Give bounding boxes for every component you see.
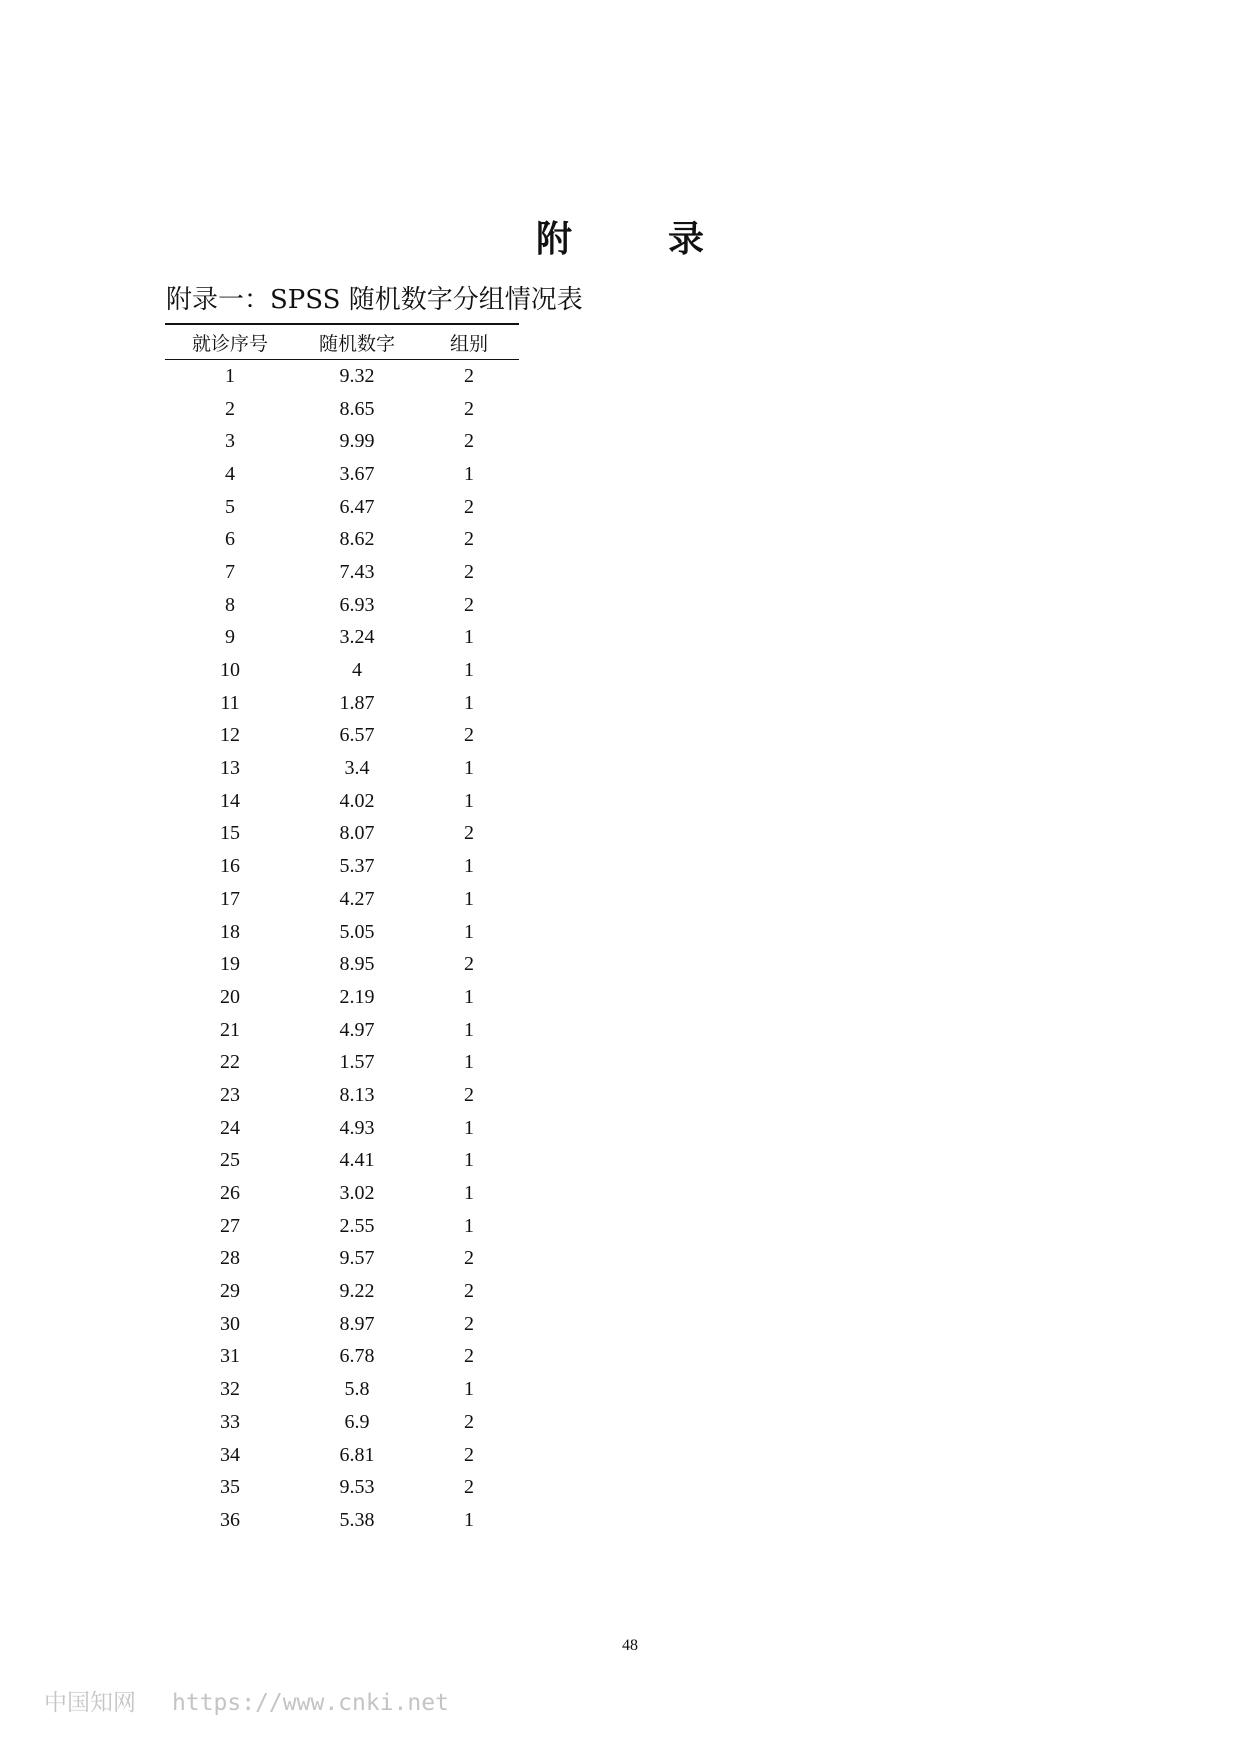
cell-random-number: 8.07 [339, 822, 375, 845]
header-random-number: 随机数字 [318, 332, 395, 355]
table-row [165, 393, 519, 426]
cell-random-number: 9.32 [339, 364, 375, 387]
cell-group: 1 [464, 855, 474, 878]
cell-group: 1 [464, 1149, 474, 1172]
cell-random-number: 8.62 [339, 528, 375, 551]
table-row [165, 1275, 519, 1308]
table-row [165, 850, 519, 883]
cell-group: 2 [464, 724, 474, 747]
table-row [165, 1112, 519, 1145]
cell-visit-number: 1 [225, 364, 235, 387]
cell-random-number: 9.57 [339, 1247, 375, 1270]
cell-visit-number: 17 [220, 887, 240, 910]
cell-random-number: 4.97 [339, 1018, 375, 1041]
cell-random-number: 5.38 [339, 1508, 375, 1531]
cell-group: 1 [464, 462, 474, 485]
table-row [165, 360, 519, 393]
cell-group: 1 [464, 1508, 474, 1531]
cell-visit-number: 31 [220, 1345, 240, 1368]
cell-visit-number: 24 [220, 1116, 240, 1139]
cell-random-number: 6.9 [344, 1410, 370, 1433]
table-body [165, 360, 519, 1537]
cell-group: 1 [464, 887, 474, 910]
table-row [165, 1439, 519, 1472]
cell-visit-number: 18 [220, 920, 240, 943]
table-row [165, 948, 519, 981]
cell-group: 2 [464, 397, 474, 420]
cell-visit-number: 32 [220, 1378, 240, 1401]
table-row [165, 556, 519, 589]
cell-group: 2 [464, 593, 474, 616]
cell-visit-number: 2 [225, 397, 235, 420]
header-visit-number: 就诊序号 [191, 332, 268, 355]
table-row [165, 654, 519, 687]
cell-visit-number: 4 [225, 462, 235, 485]
cell-visit-number: 5 [225, 495, 235, 518]
table-row [165, 1341, 519, 1374]
cell-group: 1 [464, 757, 474, 780]
table-row [165, 1373, 519, 1406]
cell-group: 1 [464, 1214, 474, 1237]
table-row [165, 425, 519, 458]
cell-group: 1 [464, 1116, 474, 1139]
watermark-brand: 中国知网 [44, 1690, 136, 1716]
cell-group: 1 [464, 626, 474, 649]
cell-group: 1 [464, 1018, 474, 1041]
cell-visit-number: 8 [225, 593, 235, 616]
cell-random-number: 1.87 [339, 691, 375, 714]
cell-random-number: 3.02 [339, 1182, 375, 1205]
cell-visit-number: 28 [220, 1247, 240, 1270]
cell-group: 2 [464, 560, 474, 583]
cell-random-number: 3.67 [339, 462, 375, 485]
cell-random-number: 5.37 [339, 855, 375, 878]
cell-visit-number: 36 [220, 1508, 240, 1531]
table-row [165, 622, 519, 655]
cell-visit-number: 29 [220, 1280, 240, 1303]
header-group: 组别 [449, 332, 488, 355]
cell-random-number: 3.4 [344, 757, 370, 780]
table-row [165, 589, 519, 622]
table-row [165, 458, 519, 491]
cell-group: 1 [464, 920, 474, 943]
cell-visit-number: 3 [225, 430, 235, 453]
cell-group: 2 [464, 953, 474, 976]
cell-visit-number: 33 [220, 1410, 240, 1433]
cell-random-number: 6.78 [339, 1345, 375, 1368]
random-grouping-table [165, 323, 519, 1537]
cell-random-number: 8.65 [339, 397, 375, 420]
cell-visit-number: 16 [220, 855, 240, 878]
cell-visit-number: 12 [220, 724, 240, 747]
table-row [165, 720, 519, 753]
table-row [165, 1145, 519, 1178]
cell-group: 2 [464, 822, 474, 845]
cell-random-number: 8.13 [339, 1083, 375, 1106]
cell-visit-number: 6 [225, 528, 235, 551]
cell-visit-number: 14 [220, 789, 240, 812]
cell-visit-number: 23 [220, 1083, 240, 1106]
cell-visit-number: 27 [220, 1214, 240, 1237]
cell-visit-number: 21 [220, 1018, 240, 1041]
cell-random-number: 5.8 [344, 1378, 370, 1401]
cell-group: 2 [464, 528, 474, 551]
cell-random-number: 3.24 [339, 626, 375, 649]
table-row [165, 491, 519, 524]
cell-random-number: 2.55 [339, 1214, 375, 1237]
cell-group: 2 [464, 364, 474, 387]
cell-random-number: 6.47 [339, 495, 375, 518]
cell-group: 2 [464, 1476, 474, 1499]
cell-group: 2 [464, 1280, 474, 1303]
cell-group: 2 [464, 495, 474, 518]
cell-group: 1 [464, 985, 474, 1008]
cell-random-number: 4.02 [339, 789, 375, 812]
cell-random-number: 4 [352, 659, 362, 682]
cell-group: 1 [464, 1182, 474, 1205]
cell-group: 1 [464, 1378, 474, 1401]
cell-group: 1 [464, 789, 474, 812]
table-row [165, 523, 519, 556]
cell-random-number: 4.93 [339, 1116, 375, 1139]
table-row [165, 1308, 519, 1341]
cell-group: 2 [464, 1410, 474, 1433]
cell-group: 2 [464, 1247, 474, 1270]
table-row [165, 1014, 519, 1047]
cell-visit-number: 26 [220, 1182, 240, 1205]
page-title: 附 录 [535, 219, 734, 260]
cell-random-number: 1.57 [339, 1051, 375, 1074]
cell-group: 2 [464, 1312, 474, 1335]
watermark-url: https://www.cnki.net [172, 1690, 449, 1716]
table-row [165, 818, 519, 851]
cell-visit-number: 7 [225, 560, 235, 583]
table-row [165, 981, 519, 1014]
cell-visit-number: 19 [220, 953, 240, 976]
table-row [165, 1406, 519, 1439]
cell-random-number: 9.99 [339, 430, 375, 453]
cell-random-number: 7.43 [339, 560, 375, 583]
table-row [165, 687, 519, 720]
cell-random-number: 9.22 [339, 1280, 375, 1303]
cell-group: 2 [464, 430, 474, 453]
cell-group: 2 [464, 1443, 474, 1466]
table-header-row [165, 324, 519, 360]
cell-group: 1 [464, 659, 474, 682]
cell-visit-number: 11 [220, 691, 240, 714]
cell-random-number: 8.95 [339, 953, 375, 976]
table-row [165, 1046, 519, 1079]
cell-random-number: 5.05 [339, 920, 375, 943]
cell-random-number: 9.53 [339, 1476, 375, 1499]
cell-random-number: 6.57 [339, 724, 375, 747]
cell-random-number: 6.81 [339, 1443, 375, 1466]
cell-visit-number: 35 [220, 1476, 240, 1499]
table-row [165, 1177, 519, 1210]
table-row [165, 1471, 519, 1504]
page-number: 48 [622, 1637, 638, 1654]
table-row [165, 883, 519, 916]
cell-random-number: 4.27 [339, 887, 375, 910]
cell-visit-number: 10 [220, 659, 240, 682]
cell-random-number: 6.93 [339, 593, 375, 616]
cnki-watermark [44, 1689, 449, 1717]
cell-visit-number: 9 [225, 626, 235, 649]
cell-random-number: 2.19 [339, 985, 375, 1008]
table-row [165, 1079, 519, 1112]
cell-group: 1 [464, 1051, 474, 1074]
cell-group: 2 [464, 1083, 474, 1106]
table-row [165, 916, 519, 949]
table-row [165, 1504, 519, 1537]
cell-visit-number: 22 [220, 1051, 240, 1074]
cell-random-number: 8.97 [339, 1312, 375, 1335]
cell-group: 1 [464, 691, 474, 714]
cell-visit-number: 13 [220, 757, 240, 780]
cell-random-number: 4.41 [339, 1149, 375, 1172]
cell-visit-number: 25 [220, 1149, 240, 1172]
table-row [165, 752, 519, 785]
cell-visit-number: 30 [220, 1312, 240, 1335]
table-row [165, 1210, 519, 1243]
table-row [165, 785, 519, 818]
section-heading: 附录一：SPSS 随机数字分组情况表 [166, 285, 583, 315]
cell-visit-number: 34 [220, 1443, 240, 1466]
cell-visit-number: 15 [220, 822, 240, 845]
table-row [165, 1243, 519, 1276]
cell-group: 2 [464, 1345, 474, 1368]
cell-visit-number: 20 [220, 985, 240, 1008]
